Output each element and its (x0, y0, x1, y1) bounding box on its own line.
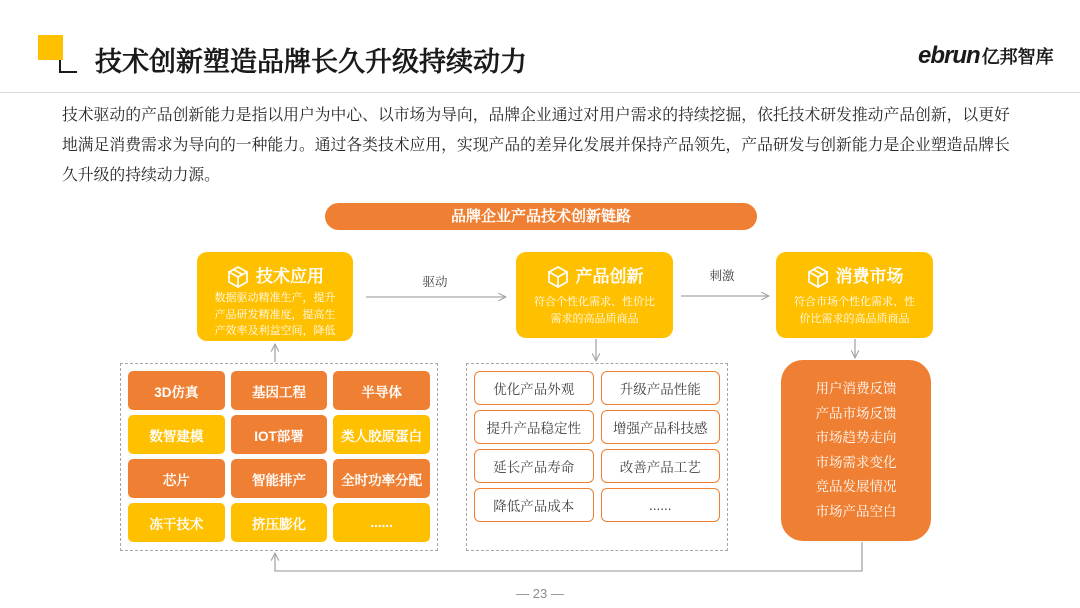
feedback-item: 产品市场反馈 (815, 405, 897, 421)
stage-header (516, 264, 673, 290)
feedback-item: 市场趋势走向 (815, 430, 897, 446)
description-line: 价比需求的高品质商品 (799, 312, 910, 325)
stage-title: 产品创新 (575, 267, 644, 286)
product-item: 升级产品性能 (601, 371, 721, 405)
yellow-square-decoration (38, 35, 63, 60)
cube-icon (546, 265, 570, 289)
tech-item: 芯片 (128, 459, 225, 498)
tech-item: 基因工程 (231, 371, 328, 410)
tech-item: ...... (333, 503, 430, 542)
stage-tech-application (197, 252, 353, 341)
intro-line: 技术驱动的产品创新能力是指以用户为中心、以市场为导向，品牌企业通过对用户需求的持续挖掘，依托技术研发推动产品创新，以更好 (62, 107, 1010, 124)
product-item: 提升产品稳定性 (474, 410, 594, 444)
stage-description (197, 290, 353, 340)
tech-item: IOT部署 (231, 415, 328, 454)
product-item: 优化产品外观 (474, 371, 594, 405)
page-number: — 23 — (516, 586, 564, 601)
header-divider (0, 92, 1080, 93)
feedback-item: 竞品发展情况 (815, 479, 897, 495)
product-item: 增强产品科技感 (601, 410, 721, 444)
stage-consumer-market (776, 252, 933, 338)
tech-item: 3D仿真 (128, 371, 225, 410)
intro-line: 地满足消费需求为导向的一种能力。通过各类技术应用，实现产品的差异化发展并保持产品领先，产品研发与创新能力是企业塑造品牌长 (62, 137, 1010, 154)
diagram-banner: 品牌企业产品技术创新链路 (325, 203, 757, 230)
feedback-item: 市场需求变化 (815, 454, 897, 470)
tech-item: 挤压膨化 (231, 503, 328, 542)
stage-title: 技术应用 (256, 267, 324, 286)
tech-item: 类人胶原蛋白 (333, 415, 430, 454)
stimulate-label: 刺激 (709, 269, 735, 283)
product-improvements-group (466, 363, 728, 551)
technology-items-group (120, 363, 438, 551)
stage-description (776, 294, 933, 327)
tech-item: 半导体 (333, 371, 430, 410)
intro-paragraph (62, 101, 1010, 191)
stage-header (197, 264, 353, 290)
feedback-item: 市场产品空白 (815, 503, 897, 519)
tech-item: 数智建模 (128, 415, 225, 454)
tech-item: 智能排产 (231, 459, 328, 498)
product-item: 改善产品工艺 (601, 449, 721, 483)
drive-label: 驱动 (422, 275, 448, 289)
product-item: ...... (601, 488, 721, 522)
logo-chinese-name: 亿邦智库 (981, 47, 1054, 67)
page-title: 技术创新塑造品牌长久升级持续动力 (95, 47, 527, 77)
cube-icon (806, 265, 830, 289)
product-item: 延长产品寿命 (474, 449, 594, 483)
tech-item: 全时功率分配 (333, 459, 430, 498)
tech-item: 冻干技术 (128, 503, 225, 542)
stage-title: 消费市场 (835, 267, 904, 286)
description-line: 产效率及利益空间，降低 (214, 325, 336, 337)
cube-icon (226, 265, 250, 289)
market-feedback-box (781, 360, 931, 541)
description-line: 符合个性化需求、性价比 (534, 296, 655, 308)
logo-wordmark: ebrun (918, 42, 980, 69)
stage-product-innovation (516, 252, 673, 338)
intro-line: 久升级的持续动力源。 (62, 167, 220, 184)
description-line: 产品研发精准度，提高生 (214, 308, 336, 321)
feedback-item: 用户消费反馈 (815, 381, 897, 396)
description-line: 符合市场个性化需求、性 (794, 296, 915, 308)
description-line: 需求的高品质商品 (550, 312, 639, 325)
ebrun-logo (918, 42, 1054, 70)
description-line: 数据驱动精准生产，提升 (214, 292, 336, 304)
stage-header (776, 264, 933, 290)
stage-description (516, 294, 673, 327)
product-item: 降低产品成本 (474, 488, 594, 522)
